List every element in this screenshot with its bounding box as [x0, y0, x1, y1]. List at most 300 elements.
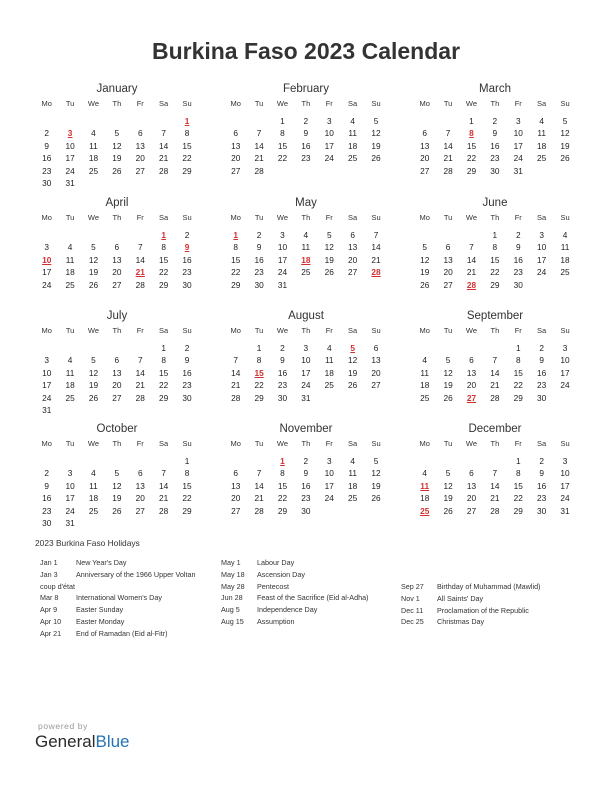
holiday-name: Easter Monday: [76, 616, 125, 626]
generalblue-logo[interactable]: [35, 732, 130, 752]
day-cell: 13: [135, 140, 145, 151]
day-cell: 19: [88, 380, 99, 390]
day-cell: 24: [560, 493, 570, 503]
day-cell: 5: [114, 468, 120, 478]
weekday-label: Mo: [419, 439, 430, 448]
week-row: [35, 254, 199, 267]
day-cell: 24: [301, 380, 311, 390]
day-cell: 6: [350, 229, 355, 240]
empty-day-cell: [129, 455, 152, 468]
empty-day-cell: [152, 177, 175, 190]
weekday-label: Mo: [41, 213, 52, 222]
empty-day-cell: [152, 455, 175, 468]
day-cell: 13: [371, 355, 381, 365]
day-cell: 6: [137, 128, 143, 138]
day-cell: 23: [537, 380, 547, 390]
day-cell: 20: [443, 267, 453, 277]
day-cell: 21: [466, 267, 477, 277]
day-cell: 7: [256, 128, 262, 138]
week-row: [224, 152, 388, 165]
weekday-label: We: [465, 213, 478, 222]
day-cell: 9: [280, 355, 285, 365]
day-cell: 29: [254, 392, 264, 403]
weekday-label: We: [87, 439, 100, 448]
day-cell: 21: [371, 254, 381, 265]
day-cell: 3: [539, 229, 544, 240]
weekday-label: Fr: [136, 439, 144, 448]
weekday-label: Tu: [65, 213, 75, 222]
day-cell: 5: [326, 229, 332, 240]
holiday-item: [401, 616, 540, 628]
day-cell: 25: [65, 279, 75, 290]
holiday-name: Independence Day: [257, 605, 318, 615]
day-cell: 2: [44, 128, 49, 138]
weekday-label: Mo: [230, 439, 241, 448]
day-cell: 1: [515, 342, 521, 353]
week-row: [413, 505, 577, 518]
day-cell: 12: [324, 242, 334, 252]
day-cell: 4: [350, 455, 355, 466]
day-cell: 29: [159, 279, 169, 290]
month-name: September: [466, 310, 524, 322]
day-cell: 2: [303, 455, 309, 466]
day-cell: 30: [277, 392, 288, 403]
empty-day-cell: [294, 165, 317, 178]
day-cell: 1: [280, 115, 285, 126]
day-cell: 26: [371, 493, 381, 503]
empty-day-cell: [105, 342, 128, 355]
empty-day-cell: [82, 517, 105, 530]
week-row: [413, 254, 577, 267]
week-row: [35, 266, 199, 279]
holiday-item: [221, 592, 368, 604]
day-cell: 3: [562, 455, 568, 466]
week-row: [224, 367, 388, 380]
holiday-date: Aug 5: [221, 605, 240, 615]
weekday-label: Sa: [537, 326, 547, 335]
day-cell: 9: [492, 128, 498, 138]
day-cell: 25: [88, 505, 99, 516]
weekday-label: We: [276, 213, 289, 222]
day-cell: 24: [42, 279, 52, 290]
week-row: [413, 279, 577, 292]
week-row: [224, 392, 388, 405]
day-cell: 6: [469, 468, 474, 478]
day-cell: 9: [44, 140, 49, 151]
week-row: [224, 492, 388, 505]
day-cell: 24: [324, 153, 334, 163]
month-january: [35, 81, 199, 190]
day-cell: 26: [112, 165, 122, 176]
day-cell: 4: [422, 355, 427, 365]
weekday-label: Tu: [254, 326, 264, 335]
week-row: [413, 467, 577, 480]
day-cell: 12: [112, 480, 122, 491]
holiday-day-cell: 3: [67, 128, 73, 138]
day-cell: 10: [277, 242, 288, 252]
day-cell: 14: [490, 367, 500, 378]
day-cell: 1: [492, 229, 498, 240]
day-cell: 5: [373, 115, 379, 126]
day-cell: 15: [513, 480, 523, 491]
day-cell: 22: [231, 267, 241, 277]
weekday-label: Su: [182, 439, 192, 448]
day-cell: 19: [371, 480, 381, 491]
weekday-label: Th: [490, 439, 500, 448]
holiday-date: Jun 28: [221, 593, 243, 603]
day-cell: 11: [89, 140, 98, 151]
day-cell: 14: [371, 242, 381, 252]
day-cell: 6: [445, 242, 451, 252]
day-cell: 15: [182, 140, 192, 151]
day-cell: 2: [184, 229, 190, 240]
week-row: [35, 392, 199, 405]
day-cell: 3: [326, 455, 332, 466]
day-cell: 4: [539, 115, 544, 126]
empty-day-cell: [58, 115, 81, 128]
day-cell: 18: [88, 153, 99, 163]
day-cell: 24: [42, 392, 52, 403]
day-cell: 21: [159, 153, 169, 163]
day-cell: 26: [443, 392, 453, 403]
holiday-day-cell: 1: [233, 229, 238, 240]
day-cell: 27: [443, 279, 453, 290]
week-row: [413, 392, 577, 405]
empty-day-cell: [318, 505, 341, 518]
week-row: [413, 115, 577, 128]
day-cell: 21: [490, 493, 500, 503]
week-row: [35, 404, 199, 417]
month-name: January: [96, 83, 138, 95]
week-row: [224, 140, 388, 153]
day-cell: 10: [537, 242, 547, 252]
day-cell: 27: [420, 165, 430, 176]
day-cell: 14: [254, 480, 264, 491]
day-cell: 24: [560, 380, 570, 390]
empty-day-cell: [436, 115, 459, 128]
empty-day-cell: [35, 115, 58, 128]
day-cell: 14: [254, 140, 264, 151]
day-cell: 18: [65, 380, 75, 390]
week-row: [35, 480, 199, 493]
holiday-date: Sep 27: [401, 582, 424, 591]
holiday-name: All Saints' Day: [437, 593, 484, 603]
day-cell: 30: [42, 178, 52, 188]
empty-day-cell: [82, 177, 105, 190]
holiday-date: May 1: [221, 558, 241, 567]
empty-day-cell: [413, 115, 436, 128]
day-cell: 7: [233, 355, 238, 365]
empty-day-cell: [530, 279, 553, 292]
day-cell: 11: [65, 254, 75, 265]
holiday-item: [401, 593, 540, 605]
day-cell: 1: [161, 342, 166, 353]
day-cell: 7: [373, 229, 379, 240]
empty-day-cell: [105, 115, 128, 128]
empty-day-cell: [436, 229, 459, 242]
month-november: [224, 421, 388, 517]
holiday-item: [40, 592, 216, 604]
month-february: [224, 81, 388, 177]
weekday-label: Mo: [419, 213, 430, 222]
weekday-label: Tu: [443, 326, 453, 335]
day-cell: 11: [537, 128, 546, 138]
day-cell: 7: [137, 355, 143, 365]
day-cell: 3: [562, 342, 568, 353]
holiday-item: [221, 616, 368, 628]
week-row: [35, 354, 199, 367]
day-cell: 23: [490, 153, 500, 163]
day-cell: 22: [159, 380, 169, 390]
day-cell: 30: [301, 505, 311, 516]
weekday-label: Sa: [159, 439, 169, 448]
holiday-item: [221, 604, 368, 616]
day-cell: 11: [65, 367, 75, 378]
empty-day-cell: [129, 229, 152, 242]
day-cell: 17: [65, 153, 75, 163]
day-cell: 19: [560, 140, 570, 151]
day-cell: 8: [161, 242, 166, 252]
empty-day-cell: [294, 279, 317, 292]
day-cell: 20: [466, 380, 477, 390]
week-row: [224, 505, 388, 518]
empty-day-cell: [530, 165, 553, 178]
day-cell: 16: [277, 367, 288, 378]
day-cell: 22: [466, 153, 477, 163]
day-cell: 6: [469, 355, 474, 365]
week-row: [224, 127, 388, 140]
week-row: [413, 367, 577, 380]
day-cell: 28: [490, 392, 500, 403]
day-cell: 23: [277, 380, 288, 390]
weekday-label: Tu: [65, 439, 75, 448]
day-cell: 17: [324, 480, 334, 491]
day-cell: 25: [65, 392, 75, 403]
day-cell: 23: [42, 165, 52, 176]
day-cell: 18: [348, 140, 358, 151]
day-cell: 16: [254, 254, 264, 265]
empty-day-cell: [460, 342, 483, 355]
weekday-label: Th: [301, 213, 311, 222]
month-name: March: [479, 83, 511, 95]
day-cell: 18: [348, 480, 358, 491]
holiday-day-cell: 1: [280, 455, 285, 466]
day-cell: 24: [513, 153, 523, 163]
weekday-label: Su: [182, 326, 192, 335]
day-cell: 29: [490, 279, 500, 290]
weekday-label: Fr: [514, 213, 522, 222]
weekday-label: Th: [112, 439, 122, 448]
weekday-label: Fr: [325, 99, 333, 108]
day-cell: 5: [373, 455, 379, 466]
day-cell: 10: [513, 128, 523, 138]
day-cell: 16: [42, 493, 52, 503]
day-cell: 10: [42, 367, 52, 378]
day-cell: 26: [88, 279, 99, 290]
day-cell: 15: [277, 140, 288, 151]
day-cell: 17: [277, 254, 288, 265]
month-name: December: [468, 423, 522, 435]
day-cell: 20: [466, 493, 477, 503]
month-name: May: [295, 197, 317, 209]
day-cell: 19: [112, 153, 122, 163]
holiday-day-cell: 8: [469, 128, 474, 138]
day-cell: 28: [135, 279, 145, 290]
day-cell: 15: [466, 140, 477, 151]
brand-part-1: General: [35, 732, 96, 751]
day-cell: 12: [420, 254, 430, 265]
week-row: [35, 467, 199, 480]
day-cell: 14: [231, 367, 241, 378]
weekday-label: Th: [490, 99, 500, 108]
week-row: [35, 152, 199, 165]
week-row: [224, 115, 388, 128]
month-august: [224, 308, 388, 404]
day-cell: 29: [466, 165, 477, 176]
holiday-item: [40, 616, 216, 628]
day-cell: 7: [137, 242, 143, 252]
weekday-header: [413, 438, 577, 451]
weekday-label: Tu: [254, 213, 264, 222]
empty-day-cell: [341, 165, 364, 178]
day-cell: 3: [67, 468, 73, 478]
day-cell: 10: [560, 355, 570, 365]
day-cell: 30: [537, 392, 547, 403]
day-cell: 25: [88, 165, 99, 176]
holiday-day-cell: 5: [350, 342, 355, 353]
day-cell: 26: [371, 153, 381, 163]
empty-day-cell: [364, 392, 387, 405]
holiday-date: May 18: [221, 569, 245, 579]
holiday-name: Proclamation of the Republic: [437, 605, 529, 615]
day-cell: 13: [443, 254, 453, 265]
day-cell: 9: [539, 355, 544, 365]
day-cell: 19: [371, 140, 381, 151]
day-cell: 27: [371, 380, 381, 390]
day-cell: 17: [537, 254, 547, 265]
day-cell: 15: [182, 480, 192, 491]
holiday-day-cell: 1: [184, 115, 190, 126]
day-cell: 7: [161, 468, 166, 478]
day-cell: 25: [560, 267, 570, 277]
empty-day-cell: [413, 455, 436, 468]
week-row: [224, 480, 388, 493]
empty-day-cell: [364, 165, 387, 178]
holiday-column-3: [401, 581, 540, 628]
day-cell: 12: [560, 128, 570, 138]
day-cell: 28: [231, 392, 241, 403]
empty-day-cell: [175, 177, 198, 190]
holiday-item: [401, 581, 540, 593]
day-cell: 11: [324, 355, 334, 365]
week-row: [35, 177, 199, 190]
weekday-label: Su: [371, 99, 381, 108]
day-cell: 6: [233, 128, 238, 138]
day-cell: 11: [560, 242, 570, 252]
day-cell: 2: [539, 455, 544, 466]
day-cell: 7: [492, 468, 498, 478]
week-row: [35, 517, 199, 530]
day-cell: 28: [135, 392, 145, 403]
empty-day-cell: [129, 177, 152, 190]
day-cell: 21: [231, 380, 241, 390]
day-cell: 22: [254, 380, 264, 390]
week-row: [413, 241, 577, 254]
week-row: [35, 342, 199, 355]
day-cell: 22: [513, 493, 523, 503]
day-cell: 23: [254, 267, 264, 277]
weekday-label: Mo: [419, 326, 430, 335]
week-row: [224, 354, 388, 367]
day-cell: 16: [301, 140, 311, 151]
day-cell: 27: [135, 505, 145, 516]
weekday-label: Sa: [348, 326, 358, 335]
day-cell: 8: [184, 128, 190, 138]
holiday-name: Ascension Day: [257, 569, 305, 579]
month-july: [35, 308, 199, 417]
weekday-label: Sa: [348, 99, 358, 108]
day-cell: 21: [254, 493, 264, 503]
day-cell: 7: [445, 128, 451, 138]
day-cell: 4: [67, 355, 73, 365]
day-cell: 12: [112, 140, 122, 151]
empty-day-cell: [553, 279, 576, 292]
day-cell: 13: [466, 367, 477, 378]
day-cell: 9: [184, 355, 190, 365]
day-cell: 14: [135, 254, 145, 265]
week-row: [413, 229, 577, 242]
day-cell: 18: [420, 493, 430, 503]
weekday-label: Sa: [159, 213, 169, 222]
day-cell: 19: [324, 254, 334, 265]
day-cell: 18: [560, 254, 570, 265]
weekday-label: Th: [490, 326, 500, 335]
weekday-label: Fr: [514, 326, 522, 335]
empty-day-cell: [105, 517, 128, 530]
holiday-date: Dec 25: [401, 617, 424, 627]
day-cell: 22: [182, 493, 192, 503]
day-cell: 24: [277, 267, 288, 277]
day-cell: 8: [161, 355, 166, 365]
empty-day-cell: [271, 165, 294, 178]
empty-day-cell: [460, 455, 483, 468]
weekday-label: Su: [371, 439, 381, 448]
weekday-label: Tu: [65, 326, 75, 335]
empty-day-cell: [247, 455, 270, 468]
weekday-label: Tu: [443, 439, 453, 448]
weekday-label: Th: [112, 326, 122, 335]
day-cell: 11: [348, 128, 357, 138]
day-cell: 25: [348, 153, 358, 163]
empty-day-cell: [247, 115, 270, 128]
weekday-label: Th: [112, 99, 122, 108]
weekday-label: Mo: [419, 99, 430, 108]
weekday-label: Fr: [136, 99, 144, 108]
empty-day-cell: [105, 455, 128, 468]
day-cell: 20: [231, 493, 241, 503]
day-cell: 21: [490, 380, 500, 390]
day-cell: 6: [137, 468, 143, 478]
day-cell: 14: [490, 480, 500, 491]
day-cell: 18: [420, 380, 430, 390]
weekday-label: Su: [560, 326, 570, 335]
weekday-label: We: [465, 326, 478, 335]
day-cell: 27: [231, 505, 241, 516]
empty-day-cell: [483, 342, 506, 355]
day-cell: 22: [277, 153, 288, 163]
day-cell: 13: [231, 140, 241, 151]
holiday-day-cell: 1: [161, 229, 166, 240]
